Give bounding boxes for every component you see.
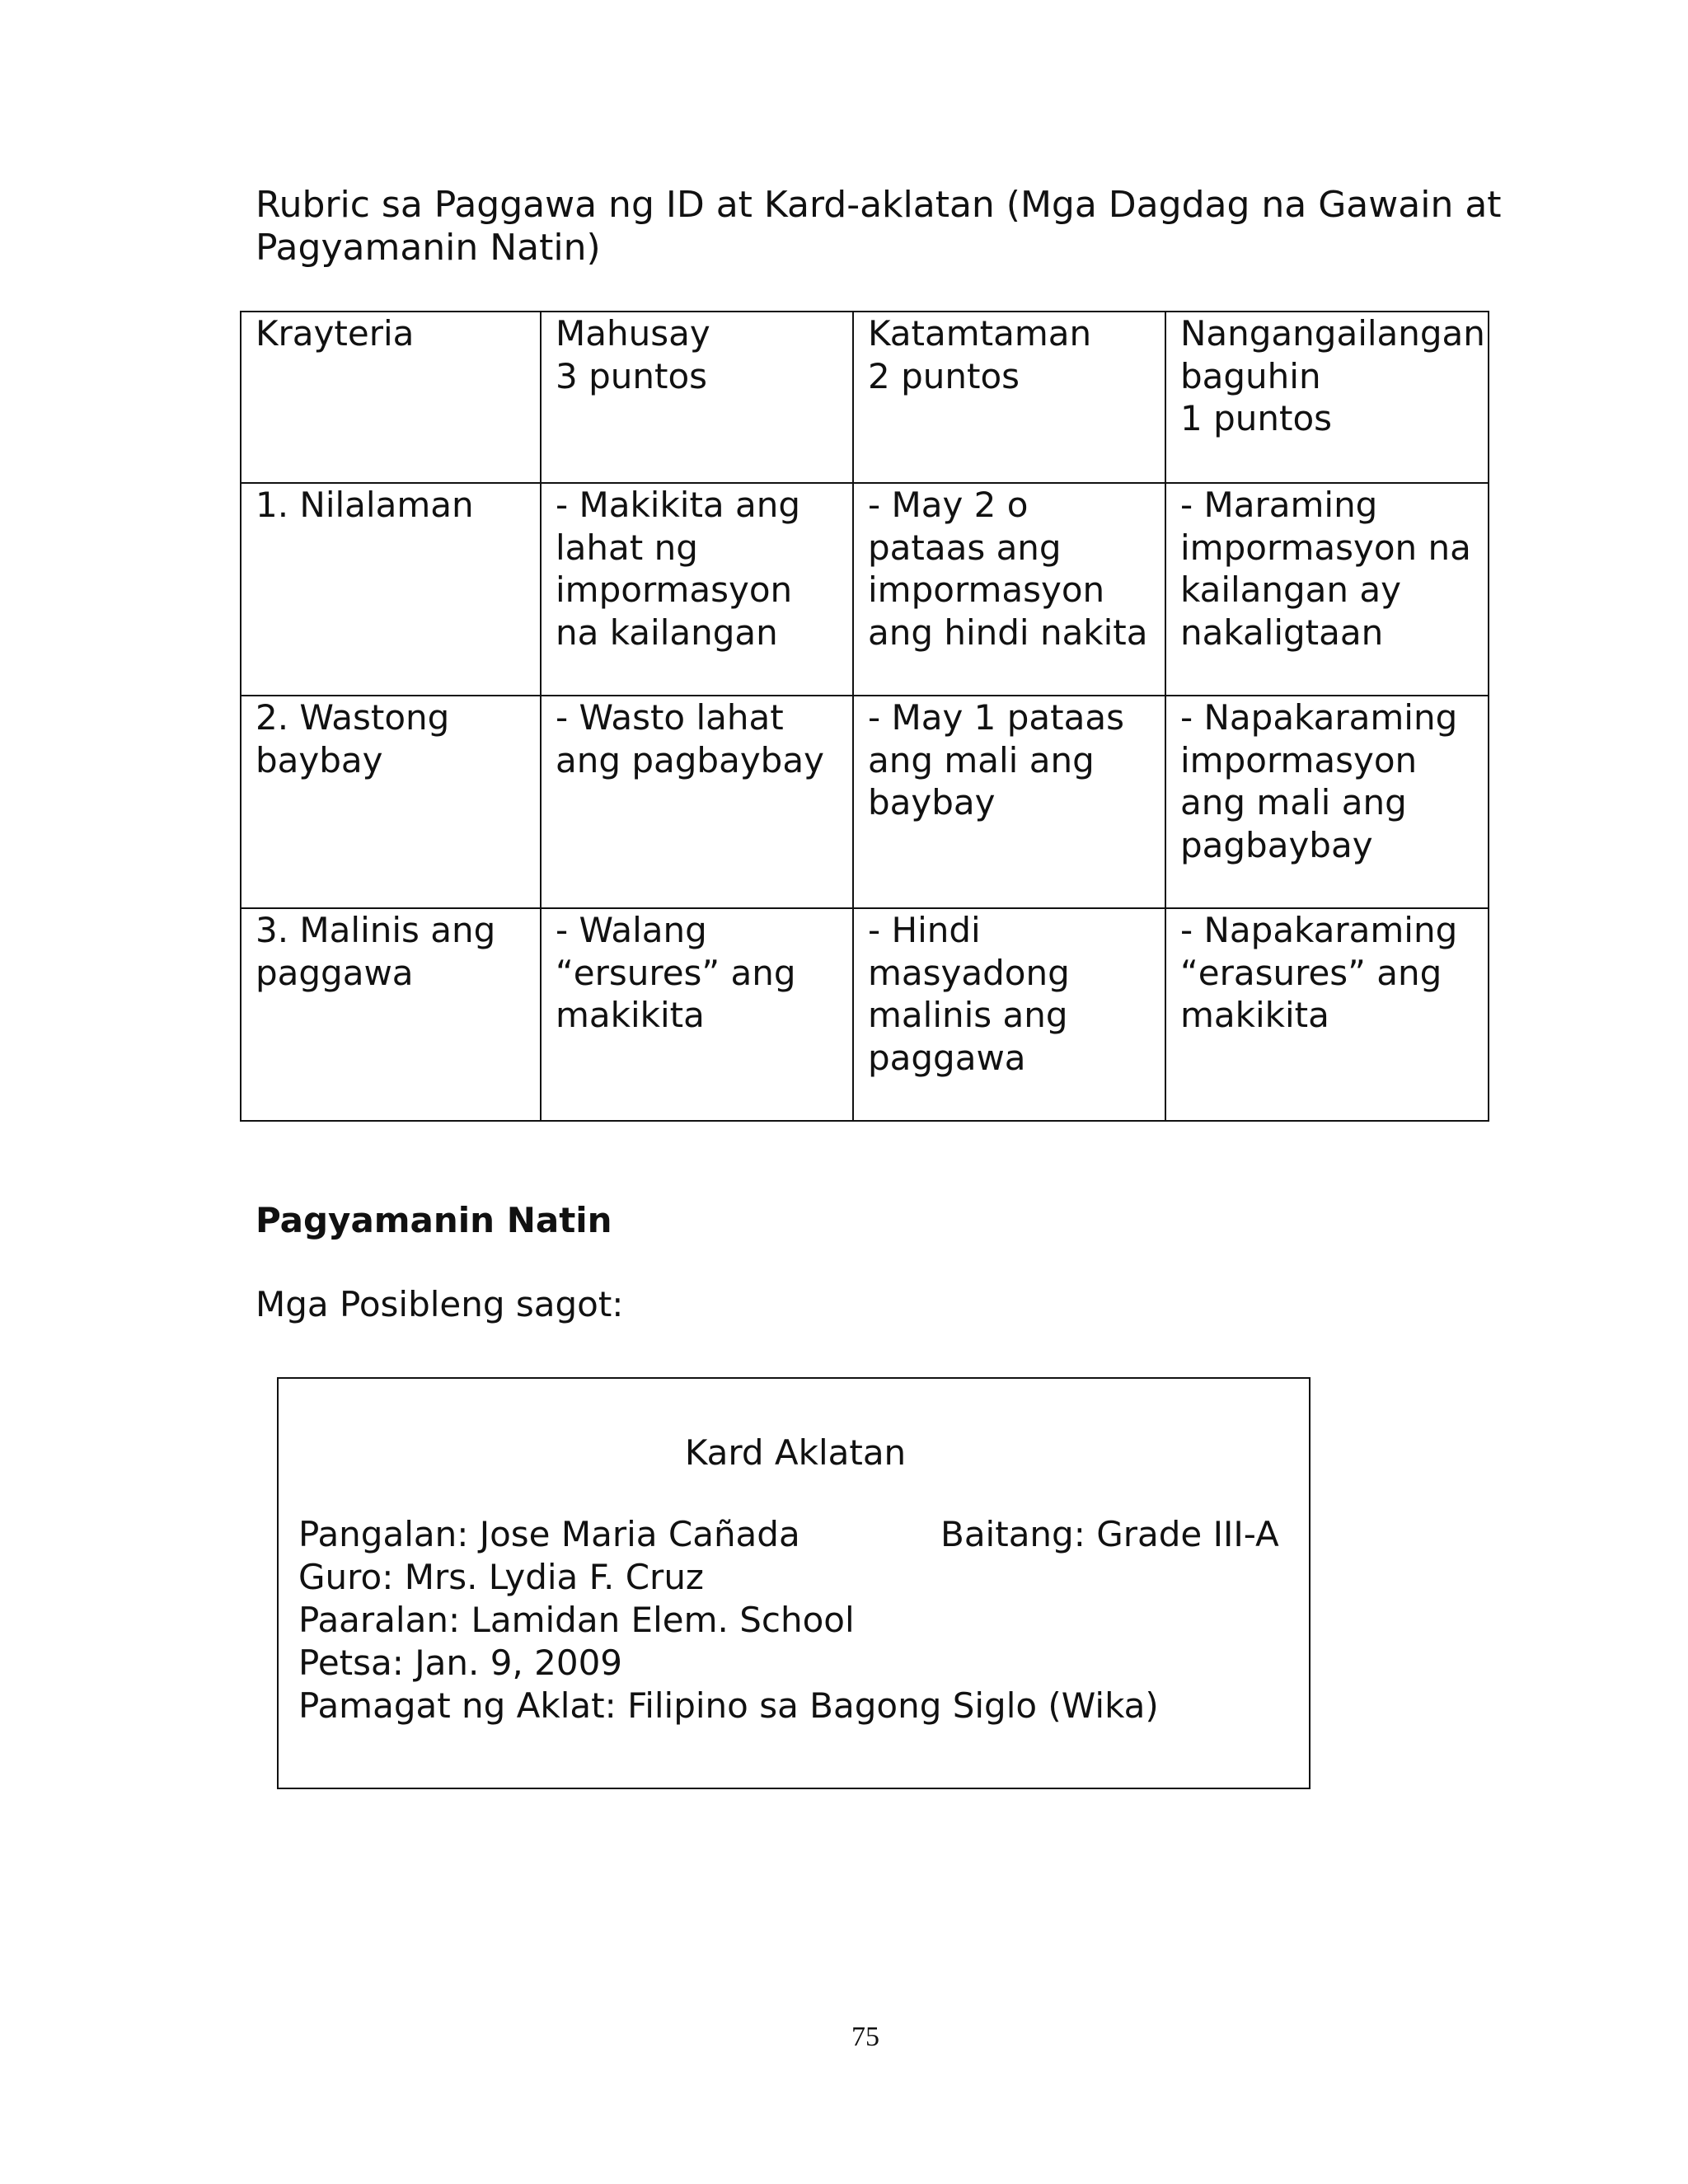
rubric-header-cell: Mahusay 3 puntos xyxy=(541,312,853,483)
rubric-table xyxy=(240,311,1489,1122)
rubric-cell: 2. Wastong baybay xyxy=(241,696,541,908)
rubric-cell: - May 2 o pataas ang impormasyon ang hindi nakita xyxy=(853,483,1165,696)
card-grade: Baitang: Grade III-A xyxy=(940,1514,1279,1554)
document-title: Rubric sa Paggawa ng ID at Kard-aklatan (Mga Dagdag na Gawain at Pagyamanin Natin) xyxy=(256,184,1502,269)
card-date: Petsa: Jan. 9, 2009 xyxy=(298,1643,623,1683)
rubric-cell: - Hindi masyadong malinis ang paggawa xyxy=(853,908,1165,1121)
section-heading: Pagyamanin Natin xyxy=(256,1200,612,1240)
card-book-title: Pamagat ng Aklat: Filipino sa Bagong Siglo (Wika) xyxy=(298,1685,1159,1726)
rubric-header-cell: Nangangailangan baguhin 1 puntos xyxy=(1165,312,1489,483)
rubric-header-cell: Katamtaman 2 puntos xyxy=(853,312,1165,483)
rubric-cell: - Napakaraming impormasyon ang mali ang pagbaybay xyxy=(1165,696,1489,908)
rubric-cell: - Makikita ang lahat ng impormasyon na kailangan xyxy=(541,483,853,696)
rubric-cell: 3. Malinis ang paggawa xyxy=(241,908,541,1121)
library-card-title: Kard Aklatan xyxy=(684,1432,907,1473)
rubric-cell: - Walang “ersures” ang makikita xyxy=(541,908,853,1121)
rubric-row xyxy=(241,908,1489,1121)
rubric-cell: - May 1 pataas ang mali ang baybay xyxy=(853,696,1165,908)
library-card xyxy=(277,1377,1311,1789)
rubric-cell: - Maraming impormasyon na kailangan ay nakaligtaan xyxy=(1165,483,1489,696)
rubric-cell: 1. Nilalaman xyxy=(241,483,541,696)
rubric-cell: - Napakaraming “erasures” ang makikita xyxy=(1165,908,1489,1121)
card-name: Pangalan: Jose Maria Cañada xyxy=(298,1514,800,1554)
answers-label: Mga Posibleng sagot: xyxy=(256,1284,624,1324)
card-teacher: Guro: Mrs. Lydia F. Cruz xyxy=(298,1557,704,1597)
rubric-row xyxy=(241,483,1489,696)
rubric-row xyxy=(241,696,1489,908)
rubric-cell: - Wasto lahat ang pagbaybay xyxy=(541,696,853,908)
rubric-header-cell: Krayteria xyxy=(241,312,541,483)
rubric-header-row xyxy=(241,312,1489,483)
card-school: Paaralan: Lamidan Elem. School xyxy=(298,1600,855,1640)
page-number: 75 xyxy=(851,2022,879,2052)
